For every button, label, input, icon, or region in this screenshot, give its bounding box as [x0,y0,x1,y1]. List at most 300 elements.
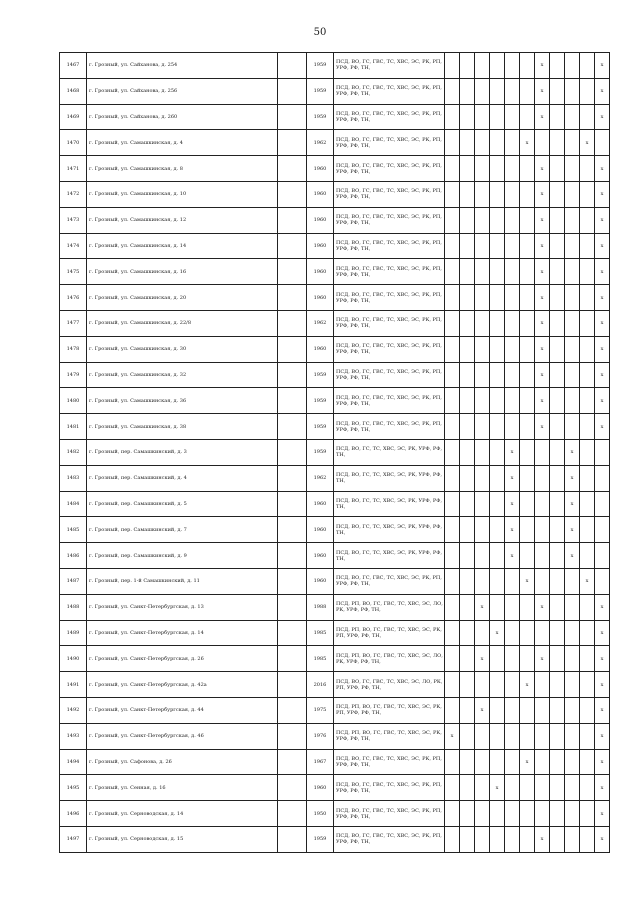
empty-cell [278,543,307,569]
year-cell: 1985 [307,646,334,672]
mark-cell [565,749,580,775]
year-cell: 1985 [307,620,334,646]
mark-cell [580,285,595,311]
mark-cell [490,749,505,775]
mark-cell [460,620,475,646]
mark-cell [565,285,580,311]
mark-cell [445,207,460,233]
mark-cell [595,517,610,543]
mark-cell [475,439,490,465]
mark-cell [475,156,490,182]
mark-cell: x [595,259,610,285]
mark-cell [535,723,550,749]
row-number: 1471 [60,156,87,182]
table-row [60,414,610,440]
mark-cell [505,388,520,414]
table-row [60,259,610,285]
table-row [60,749,610,775]
mark-cell: x [535,259,550,285]
mark-cell [595,439,610,465]
mark-cell [445,336,460,362]
mark-cell [445,156,460,182]
mark-cell [445,465,460,491]
mark-cell [550,801,565,827]
address-cell: г. Грозный, ул. Серноводская, д. 14 [87,801,278,827]
table-row [60,517,610,543]
mark-cell: x [490,775,505,801]
mark-cell [550,723,565,749]
mark-cell [550,336,565,362]
mark-cell [490,310,505,336]
mark-cell [490,181,505,207]
mark-cell [535,568,550,594]
mark-cell [490,543,505,569]
year-cell: 1975 [307,697,334,723]
mark-cell [580,491,595,517]
mark-cell [565,775,580,801]
year-cell: 1960 [307,207,334,233]
address-cell: г. Грозный, пер. Самашкинский, д. 5 [87,491,278,517]
services-cell: ПСД, ВО, ГС, ГВС, ТС, ХВС, ЭС, РК, РП, УРФ, РФ, ТН, [334,336,445,362]
mark-cell: x [535,594,550,620]
address-cell: г. Грозный, ул. Самашкинская, д. 30 [87,336,278,362]
mark-cell [550,517,565,543]
mark-cell [550,414,565,440]
row-number: 1484 [60,491,87,517]
mark-cell [535,775,550,801]
services-cell: ПСД, ВО, ГС, ГВС, ТС, ХВС, ЭС, РК, РП, УРФ, РФ, ТН, [334,181,445,207]
empty-cell [278,207,307,233]
mark-cell [565,259,580,285]
row-number: 1480 [60,388,87,414]
mark-cell [475,826,490,852]
table-row [60,156,610,182]
mark-cell [460,233,475,259]
mark-cell [505,594,520,620]
row-number: 1491 [60,672,87,698]
services-cell: ПСД, ВО, ГС, ТС, ХВС, ЭС, РК, УРФ, РФ, ТН, [334,465,445,491]
mark-cell [520,465,535,491]
address-cell: г. Грозный, ул. Сайханова, д. 254 [87,53,278,79]
mark-cell [550,104,565,130]
mark-cell [445,259,460,285]
mark-cell [490,53,505,79]
address-cell: г. Грозный, ул. Санкт-Петербургская, д. 26 [87,646,278,672]
mark-cell [520,53,535,79]
mark-cell [565,207,580,233]
mark-cell: x [595,414,610,440]
mark-cell [520,543,535,569]
mark-cell [445,233,460,259]
mark-cell [505,259,520,285]
services-cell: ПСД, ВО, ГС, ГВС, ТС, ХВС, ЭС, РК, РП, УРФ, РФ, ТН, [334,801,445,827]
mark-cell [580,723,595,749]
mark-cell [445,78,460,104]
mark-cell [535,543,550,569]
table-row [60,285,610,311]
mark-cell: x [595,388,610,414]
mark-cell [475,53,490,79]
mark-cell [520,775,535,801]
address-cell: г. Грозный, ул. Санкт-Петербургская, д. 42а [87,672,278,698]
mark-cell [475,543,490,569]
table-body [60,53,610,853]
mark-cell [580,543,595,569]
services-cell: ПСД, ВО, ГС, ГВС, ТС, ХВС, ЭС, РК, РП, УРФ, РФ, ТН, [334,775,445,801]
mark-cell [475,233,490,259]
address-cell: г. Грозный, ул. Самашкинская, д. 10 [87,181,278,207]
mark-cell: x [595,156,610,182]
year-cell: 1959 [307,826,334,852]
mark-cell [490,285,505,311]
mark-cell: x [520,130,535,156]
mark-cell [460,414,475,440]
mark-cell [520,259,535,285]
address-cell: г. Грозный, ул. Сайханова, д. 260 [87,104,278,130]
mark-cell [460,543,475,569]
year-cell: 1950 [307,801,334,827]
mark-cell [580,53,595,79]
table-row [60,697,610,723]
mark-cell [505,130,520,156]
empty-cell [278,723,307,749]
services-cell: ПСД, ВО, ГС, ГВС, ТС, ХВС, ЭС, РК, РП, УРФ, РФ, ТН, [334,130,445,156]
mark-cell [460,156,475,182]
mark-cell [565,156,580,182]
mark-cell: x [535,310,550,336]
mark-cell [460,594,475,620]
address-cell: г. Грозный, ул. Самашкинская, д. 14 [87,233,278,259]
mark-cell [505,620,520,646]
mark-cell [535,491,550,517]
mark-cell [520,414,535,440]
mark-cell [565,697,580,723]
row-number: 1470 [60,130,87,156]
services-cell: ПСД, ВО, ГС, ГВС, ТС, ХВС, ЭС, ЛО, РК, РП, УРФ, РФ, ТН, [334,672,445,698]
mark-cell [460,336,475,362]
address-cell: г. Грозный, ул. Самашкинская, д. 8 [87,156,278,182]
row-number: 1487 [60,568,87,594]
mark-cell [460,104,475,130]
mark-cell [550,439,565,465]
mark-cell [580,78,595,104]
empty-cell [278,646,307,672]
mark-cell [490,697,505,723]
mark-cell [475,620,490,646]
mark-cell: x [535,388,550,414]
address-cell: г. Грозный, ул. Самашкинская, д. 12 [87,207,278,233]
row-number: 1468 [60,78,87,104]
mark-cell [565,388,580,414]
empty-cell [278,414,307,440]
mark-cell [460,465,475,491]
mark-cell: x [475,594,490,620]
mark-cell [445,620,460,646]
mark-cell [445,439,460,465]
mark-cell [460,53,475,79]
mark-cell [580,826,595,852]
mark-cell [505,646,520,672]
address-cell: г. Грозный, ул. Самашкинская, д. 16 [87,259,278,285]
table-row [60,78,610,104]
address-cell: г. Грозный, ул. Сафонова, д. 26 [87,749,278,775]
mark-cell [520,646,535,672]
mark-cell [505,775,520,801]
services-cell: ПСД, ВО, ГС, ГВС, ТС, ХВС, ЭС, РК, РП, УРФ, РФ, ТН, [334,259,445,285]
empty-cell [278,749,307,775]
services-cell: ПСД, ВО, ГС, ГВС, ТС, ХВС, ЭС, РК, РП, УРФ, РФ, ТН, [334,233,445,259]
mark-cell [520,723,535,749]
mark-cell [475,78,490,104]
mark-cell: x [580,130,595,156]
mark-cell [550,491,565,517]
mark-cell [550,233,565,259]
year-cell: 1959 [307,388,334,414]
mark-cell [535,439,550,465]
address-cell: г. Грозный, ул. Самашкинская, д. 32 [87,362,278,388]
mark-cell [445,310,460,336]
mark-cell [505,826,520,852]
mark-cell [460,672,475,698]
mark-cell [505,801,520,827]
mark-cell [445,646,460,672]
mark-cell [580,310,595,336]
row-number: 1478 [60,336,87,362]
mark-cell [550,775,565,801]
year-cell: 1959 [307,53,334,79]
mark-cell [460,285,475,311]
address-cell: г. Грозный, пер. Самашкинский, д. 7 [87,517,278,543]
mark-cell [505,414,520,440]
mark-cell [445,594,460,620]
mark-cell [505,723,520,749]
table-row [60,207,610,233]
address-cell: г. Грозный, ул. Сенная, д. 16 [87,775,278,801]
mark-cell [565,130,580,156]
mark-cell [475,362,490,388]
empty-cell [278,672,307,698]
mark-cell [565,723,580,749]
mark-cell [490,568,505,594]
mark-cell [565,620,580,646]
mark-cell: x [520,749,535,775]
services-cell: ПСД, РП, ВО, ГС, ГВС, ТС, ХВС, ЭС, ЛО, РК, УРФ, РФ, ТН, [334,646,445,672]
mark-cell [490,156,505,182]
table-row [60,104,610,130]
empty-cell [278,517,307,543]
mark-cell [550,78,565,104]
table-row [60,130,610,156]
mark-cell: x [535,207,550,233]
mark-cell [475,336,490,362]
mark-cell [445,285,460,311]
mark-cell [445,53,460,79]
mark-cell [490,826,505,852]
mark-cell [565,414,580,440]
year-cell: 1960 [307,543,334,569]
mark-cell [460,439,475,465]
address-cell: г. Грозный, ул. Санкт-Петербургская, д. 46 [87,723,278,749]
mark-cell [460,646,475,672]
mark-cell [550,310,565,336]
mark-cell [580,104,595,130]
services-cell: ПСД, ВО, ГС, ГВС, ТС, ХВС, ЭС, РК, РП, УРФ, РФ, ТН, [334,826,445,852]
mark-cell [490,723,505,749]
table-row [60,594,610,620]
address-cell: г. Грозный, ул. Самашкинская, д. 22/8 [87,310,278,336]
mark-cell [475,465,490,491]
mark-cell [475,181,490,207]
mark-cell [565,233,580,259]
mark-cell: x [505,439,520,465]
mark-cell [520,826,535,852]
mark-cell [505,672,520,698]
mark-cell [490,491,505,517]
mark-cell [445,414,460,440]
mark-cell [490,594,505,620]
year-cell: 1960 [307,568,334,594]
table-row [60,181,610,207]
row-number: 1485 [60,517,87,543]
services-cell: ПСД, ВО, ГС, ГВС, ТС, ХВС, ЭС, РК, РП, УРФ, РФ, ТН, [334,414,445,440]
mark-cell [580,775,595,801]
mark-cell [445,697,460,723]
table-row [60,465,610,491]
table-row [60,53,610,79]
empty-cell [278,104,307,130]
mark-cell [475,801,490,827]
mark-cell [475,568,490,594]
mark-cell [580,388,595,414]
mark-cell: x [565,517,580,543]
address-cell: г. Грозный, ул. Сайханова, д. 256 [87,78,278,104]
mark-cell: x [595,646,610,672]
empty-cell [278,568,307,594]
mark-cell [535,697,550,723]
mark-cell [475,259,490,285]
mark-cell [565,104,580,130]
mark-cell [445,181,460,207]
mark-cell: x [595,207,610,233]
year-cell: 1959 [307,439,334,465]
mark-cell [490,414,505,440]
table-row [60,568,610,594]
services-cell: ПСД, ВО, ГС, ГВС, ТС, ХВС, ЭС, РК, РП, УРФ, РФ, ТН, [334,310,445,336]
address-cell: г. Грозный, ул. Самашкинская, д. 36 [87,388,278,414]
services-cell: ПСД, ВО, ГС, ГВС, ТС, ХВС, ЭС, РК, РП, УРФ, РФ, ТН, [334,285,445,311]
mark-cell [505,697,520,723]
empty-cell [278,181,307,207]
empty-cell [278,130,307,156]
mark-cell [445,568,460,594]
mark-cell [490,672,505,698]
mark-cell [475,491,490,517]
mark-cell [565,672,580,698]
mark-cell [475,414,490,440]
mark-cell: x [595,749,610,775]
row-number: 1492 [60,697,87,723]
mark-cell [550,156,565,182]
year-cell: 1962 [307,130,334,156]
mark-cell [475,310,490,336]
mark-cell: x [535,826,550,852]
mark-cell [445,104,460,130]
mark-cell: x [520,672,535,698]
year-cell: 1960 [307,233,334,259]
mark-cell [550,53,565,79]
mark-cell: x [475,697,490,723]
year-cell: 1960 [307,285,334,311]
mark-cell [475,749,490,775]
mark-cell [505,336,520,362]
mark-cell [580,697,595,723]
mark-cell [490,388,505,414]
address-cell: г. Грозный, ул. Самашкинская, д. 4 [87,130,278,156]
empty-cell [278,53,307,79]
mark-cell [475,207,490,233]
table-row [60,491,610,517]
mark-cell: x [595,310,610,336]
mark-cell: x [595,104,610,130]
row-number: 1496 [60,801,87,827]
mark-cell [460,362,475,388]
empty-cell [278,310,307,336]
mark-cell [460,207,475,233]
services-cell: ПСД, ВО, ГС, ГВС, ТС, ХВС, ЭС, РК, РП, УРФ, РФ, ТН, [334,388,445,414]
mark-cell [460,388,475,414]
mark-cell [505,285,520,311]
mark-cell [580,362,595,388]
services-cell: ПСД, ВО, ГС, ТС, ХВС, ЭС, РК, УРФ, РФ, ТН, [334,543,445,569]
row-number: 1473 [60,207,87,233]
mark-cell [520,801,535,827]
mark-cell: x [535,646,550,672]
mark-cell: x [595,336,610,362]
row-number: 1495 [60,775,87,801]
mark-cell [550,826,565,852]
mark-cell [460,749,475,775]
mark-cell [520,285,535,311]
mark-cell [580,181,595,207]
mark-cell [520,362,535,388]
mark-cell [550,362,565,388]
mark-cell [445,672,460,698]
mark-cell [550,749,565,775]
year-cell: 1976 [307,723,334,749]
mark-cell [565,78,580,104]
mark-cell: x [595,181,610,207]
year-cell: 1960 [307,775,334,801]
services-cell: ПСД, ВО, ГС, ГВС, ТС, ХВС, ЭС, РК, РП, УРФ, РФ, ТН, [334,156,445,182]
table-row [60,310,610,336]
mark-cell [520,336,535,362]
mark-cell [580,259,595,285]
mark-cell: x [565,491,580,517]
year-cell: 1959 [307,414,334,440]
empty-cell [278,465,307,491]
table-row [60,336,610,362]
mark-cell [490,362,505,388]
table-row [60,672,610,698]
mark-cell [580,465,595,491]
mark-cell [550,646,565,672]
mark-cell [490,259,505,285]
table-row [60,646,610,672]
mark-cell: x [595,78,610,104]
mark-cell [565,646,580,672]
mark-cell [490,336,505,362]
mark-cell [580,336,595,362]
